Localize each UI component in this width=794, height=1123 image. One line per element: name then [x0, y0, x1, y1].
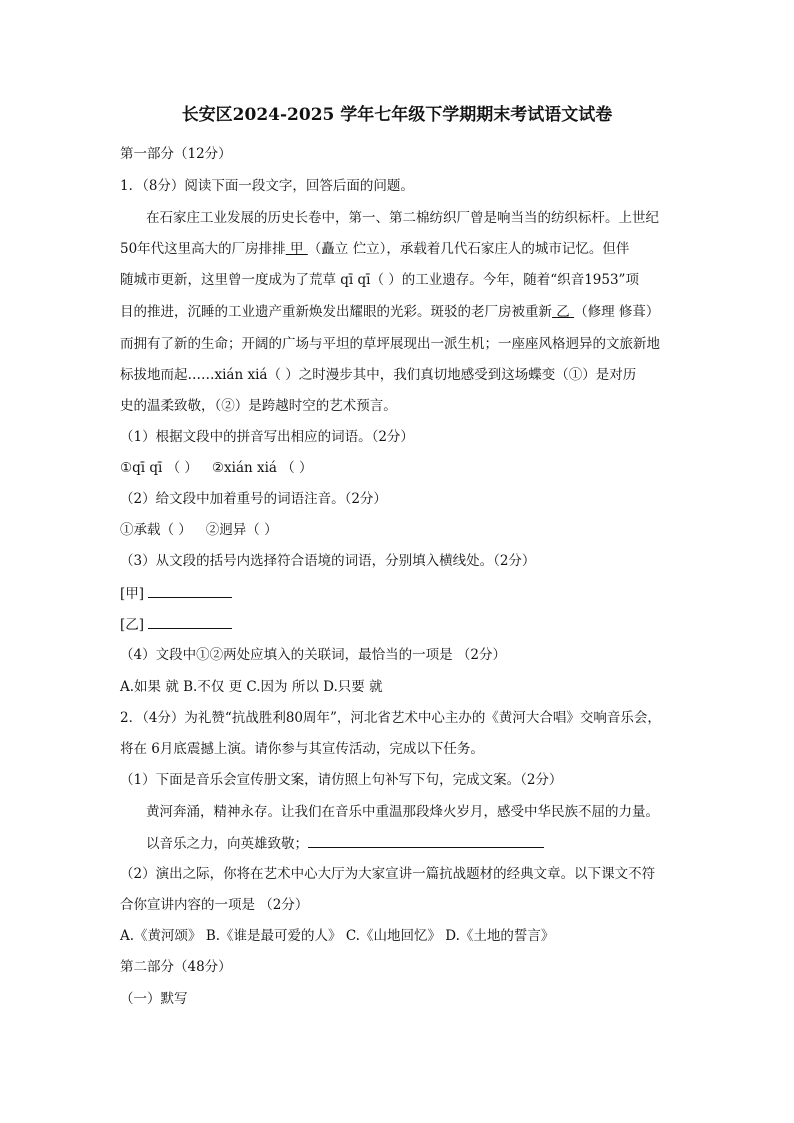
q2-copy-line-2 [146, 833, 544, 854]
passage-line-6: 标拔地而起……xián xiá（ ）之时漫步其中，我们真切地感受到这场蝶变（①）是对历 [120, 367, 637, 383]
passage-line-7: 史的温柔致敬，（②）是跨越时空的艺术预言。 [120, 398, 397, 414]
q2-copy-line-1: 黄河奔涌，精神永存。让我们在音乐中重温那段烽火岁月，感受中华民族不屈的力量。 [146, 804, 659, 820]
q1-sub2-answers [120, 520, 278, 540]
label-jia: [甲] [120, 586, 145, 602]
q2-sub2-options: A.《黄河颂》 B.《谁是最可爱的人》 C.《山地回忆》 D.《土地的誓言》 [120, 928, 555, 944]
passage-line-5: 而拥有了新的生命；开阔的广场与平坦的草坪展现出一派生机；一座座风格迥异的文旅新地 [120, 336, 660, 352]
blank-yi: 乙 [552, 304, 575, 320]
passage-line-1: 在石家庄工业发展的历史长卷中，第一、第二棉纺织厂曾是响当当的纺织标杆。上世纪 [146, 210, 659, 226]
question-1-stem: 1．（8分）阅读下面一段文字，回答后面的问题。 [120, 178, 414, 194]
part1-heading: 第一部分（12分） [120, 146, 232, 162]
answer-jia-line[interactable] [148, 583, 232, 598]
answer-jiongyi: ②迥异（ ） [205, 522, 278, 538]
answer-chengzai: ①承载（ ） [120, 522, 192, 538]
passage-text: 50年代这里高大的厂房排排 [120, 241, 286, 257]
answer-jia-row [120, 583, 232, 604]
page-title: 长安区2024-2025 学年七年级下学期期末考试语文试卷 [181, 105, 613, 125]
blank-jia: 甲 [285, 241, 308, 257]
copy-answer-line[interactable] [308, 833, 544, 848]
q2-sub1: （1）下面是音乐会宣传册文案，请仿照上句补写下句，完成文案。（2分） [120, 772, 563, 788]
copy-prompt: 以音乐之力，向英雄致敬； [146, 836, 308, 852]
answer-yi-line[interactable] [148, 614, 232, 629]
passage-line-2 [120, 239, 629, 259]
q1-sub2: （2）给文段中加着重号的词语注音。（2分） [120, 491, 387, 507]
q1-sub1: （1）根据文段中的拼音写出相应的词语。（2分） [120, 429, 414, 445]
label-yi: [乙] [120, 617, 145, 633]
answer-qiqi: ①qī qī （ ） [120, 460, 198, 476]
q1-sub4-options: A.如果 就 B.不仅 更 C.因为 所以 D.只要 就 [120, 679, 383, 695]
part2-heading: 第二部分（48分） [120, 959, 232, 975]
passage-text: （修理 修葺） [574, 304, 660, 320]
passage-text: （矗立 伫立），承载着几代石家庄人的城市记忆。但伴 [307, 241, 630, 257]
passage-line-4 [120, 302, 659, 322]
q2-sub2-line-1: （2）演出之际，你将在艺术中心大厅为大家宣讲一篇抗战题材的经典文章。以下课文不符 [120, 866, 656, 882]
question-2-stem-1: 2．（4分）为礼赞“抗战胜利80周年”，河北省艺术中心主办的《黄河大合唱》交响音乐会， [120, 710, 661, 726]
answer-xianxia: ②xián xiá （ ） [211, 460, 313, 476]
answer-yi-row [120, 614, 232, 635]
q1-sub3: （3）从文段的括号内选择符合语境的词语，分别填入横线处。（2分） [120, 553, 536, 569]
passage-line-3: 随城市更新，这里曾一度成为了荒草 qī qī（ ）的工业遗存。今年，随着“织音1953”项 [120, 272, 639, 288]
q1-sub1-answers [120, 458, 313, 478]
question-2-stem-2: 将在 6月底震撼上演。请你参与其宣传活动，完成以下任务。 [120, 741, 484, 757]
section-1-heading: （一）默写 [120, 991, 188, 1007]
q1-sub4: （4）文段中①②两处应填入的关联词，最恰当的一项是 （2分） [120, 647, 506, 663]
passage-text: 目的推进，沉睡的工业遗产重新焕发出耀眼的光彩。斑驳的老厂房被重新 [120, 304, 552, 320]
q2-sub2-line-2: 合你宣讲内容的一项是 （2分） [120, 897, 309, 913]
